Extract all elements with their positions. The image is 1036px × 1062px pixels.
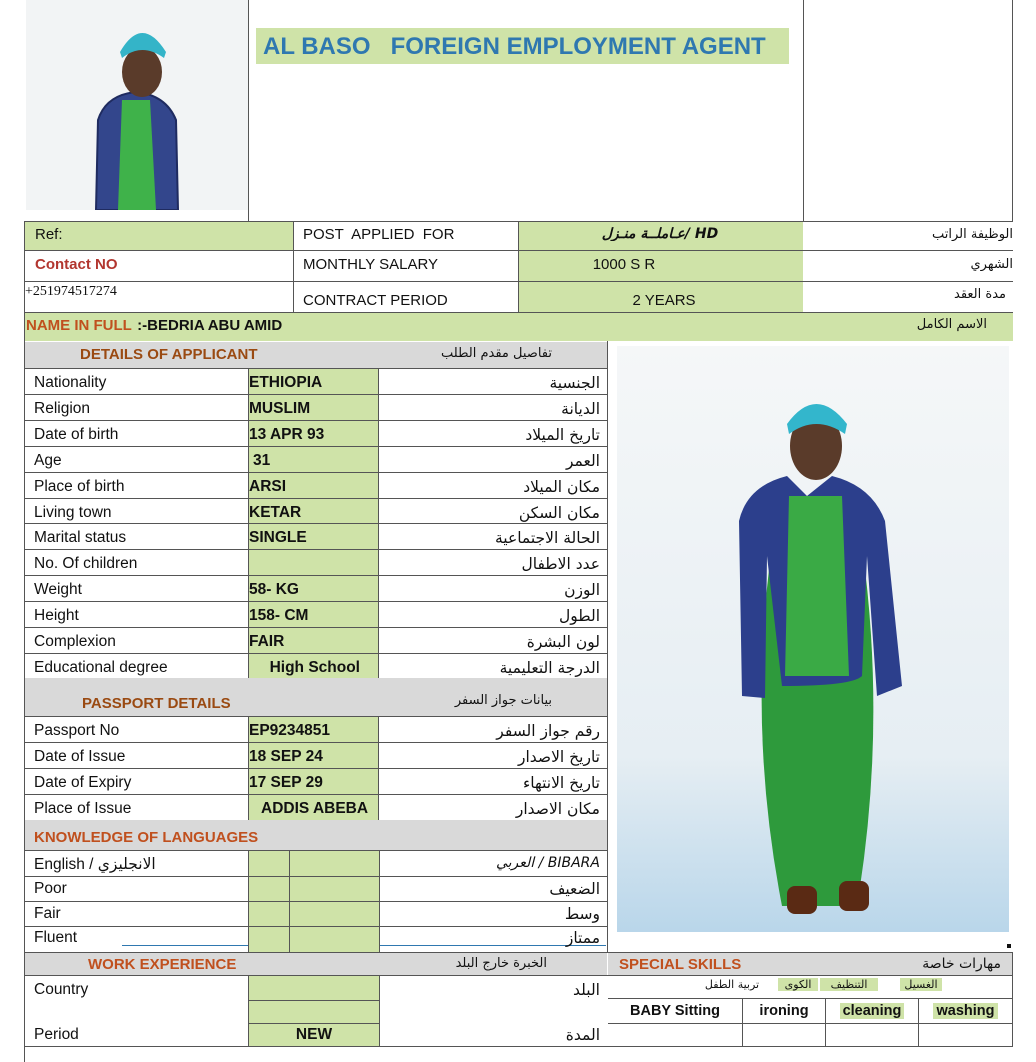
applicant-field-label: Nationality	[34, 374, 107, 391]
work-country-ar: البلد	[573, 981, 600, 999]
skill-item: BABY Sitting	[630, 1003, 720, 1019]
name-row	[25, 313, 1013, 341]
applicant-field-ar: الوزن	[564, 581, 600, 599]
salary-value: 1000 S R	[592, 257, 656, 272]
language-level-ar: الضعيف	[549, 880, 600, 898]
applicant-row	[24, 575, 608, 601]
applicant-field-label: Weight	[34, 581, 82, 598]
applicant-field-ar: مكان الميلاد	[523, 478, 600, 496]
applicant-photo-large	[617, 346, 1009, 932]
post-ar: الوظيفة الراتب	[932, 228, 1013, 241]
applicant-title-ar: تفاصيل مقدم الطلب	[441, 346, 552, 361]
passport-field-value: 17 SEP 29	[249, 774, 323, 791]
post-label: POST APPLIED FOR	[303, 227, 455, 242]
passport-title: PASSPORT DETAILS	[82, 695, 231, 712]
post-value: عـاملــة منـزل/ HD	[601, 227, 719, 241]
applicant-field-value: 58- KG	[249, 581, 299, 598]
skill-ar: تربية الطفل	[704, 978, 760, 991]
applicant-row	[24, 446, 608, 472]
applicant-field-value: FAIR	[249, 633, 285, 650]
passport-field-ar: تاريخ الاصدار	[517, 748, 600, 766]
applicant-field-label: Date of birth	[34, 426, 119, 443]
applicant-row	[24, 601, 608, 627]
applicant-field-label: Height	[34, 607, 79, 624]
contact-label: Contact NO	[35, 257, 118, 272]
passport-row	[24, 742, 608, 768]
lang-arabic-label: BIBARA / العربي	[495, 855, 600, 871]
agency-title	[256, 28, 789, 64]
work-title-ar: الخبرة خارج البلد	[455, 956, 547, 971]
applicant-field-label: Age	[34, 452, 62, 469]
language-level-ar: ممتاز	[565, 929, 600, 947]
applicant-field-label: No. Of children	[34, 555, 138, 572]
applicant-field-ar: العمر	[565, 452, 600, 470]
agency-name: AL BASO FOREIGN EMPLOYMENT AGENT	[263, 33, 766, 60]
language-level-label: Fair	[34, 905, 61, 922]
phone-number: +251974517274	[25, 285, 117, 299]
skill-item: ironing	[759, 1003, 809, 1019]
skill-item: cleaning	[826, 1003, 918, 1019]
applicant-field-value: ARSI	[249, 478, 287, 495]
applicant-field-ar: الديانة	[561, 400, 600, 418]
name-label: NAME IN FULL	[26, 317, 132, 334]
passport-field-value: ADDIS ABEBA	[261, 800, 369, 817]
applicant-field-ar: الحالة الاجتماعية	[494, 529, 600, 547]
passport-field-value: 18 SEP 24	[249, 748, 323, 765]
passport-row	[24, 794, 608, 820]
applicant-field-ar: الطول	[558, 607, 600, 625]
applicant-title: DETAILS OF APPLICANT	[80, 346, 258, 363]
applicant-row	[24, 472, 608, 498]
skill-item: washing	[919, 1003, 1012, 1019]
applicant-row	[24, 523, 608, 549]
applicant-header	[25, 342, 607, 368]
applicant-field-ar: عدد الاطفال	[521, 555, 600, 573]
passport-field-label: Place of Issue	[34, 800, 132, 817]
languages-title: KNOWLEDGE OF LANGUAGES	[34, 829, 259, 846]
applicant-field-ar: الجنسية	[549, 374, 600, 392]
applicant-field-label: Religion	[34, 400, 91, 417]
applicant-row	[24, 627, 608, 653]
skills-title: SPECIAL SKILLS	[619, 956, 742, 973]
skill-ar: التنظيف	[820, 978, 878, 991]
applicant-field-label: Marital status	[34, 529, 127, 546]
skill-ar: الكوى	[778, 978, 818, 991]
applicant-field-label: Educational degree	[34, 659, 168, 676]
ref-label: Ref:	[35, 227, 63, 242]
applicant-field-ar: الدرجة التعليمية	[499, 659, 600, 677]
applicant-field-value: KETAR	[249, 504, 302, 521]
passport-field-ar: مكان الاصدار	[515, 800, 600, 818]
applicant-field-value: ETHIOPIA	[249, 374, 323, 391]
contract-ar: مدة العقد	[954, 288, 1006, 301]
passport-field-ar: رقم جواز السفر	[496, 722, 600, 740]
applicant-row	[24, 498, 608, 523]
language-level-label: Poor	[34, 880, 67, 897]
applicant-field-value: High School	[269, 659, 360, 676]
skills-title-ar: مهارات خاصة	[922, 956, 1001, 972]
passport-field-ar: تاريخ الانتهاء	[522, 774, 600, 792]
applicant-row	[24, 394, 608, 420]
salary-label: MONTHLY SALARY	[303, 257, 439, 272]
contract-label: CONTRACT PERIOD	[303, 293, 448, 308]
passport-field-label: Date of Issue	[34, 748, 126, 765]
work-period-label: Period	[34, 1026, 79, 1043]
salary-ar: الشهري	[970, 258, 1013, 271]
lang-english-label: English / الانجليزي	[34, 856, 156, 873]
applicant-row	[24, 368, 608, 394]
name-ar: الاسم الكامل	[916, 317, 987, 332]
passport-field-value: EP9234851	[249, 722, 331, 739]
passport-field-label: Date of Expiry	[34, 774, 132, 791]
languages-header	[25, 820, 607, 850]
skills-header	[608, 953, 1013, 975]
applicant-field-ar: لون البشرة	[526, 633, 600, 651]
work-period-ar: المدة	[565, 1026, 600, 1044]
applicant-field-value: 158- CM	[249, 607, 309, 624]
applicant-field-value: 31	[253, 452, 271, 469]
work-period-value: NEW	[295, 1026, 333, 1043]
work-country-label: Country	[34, 981, 89, 998]
contract-value: 2 YEARS	[632, 293, 696, 308]
applicant-row	[24, 420, 608, 446]
passport-header	[25, 678, 607, 716]
applicant-field-label: Complexion	[34, 633, 116, 650]
applicant-field-label: Place of birth	[34, 478, 125, 495]
passport-title-ar: بيانات جواز السفر	[454, 693, 552, 708]
applicant-row	[24, 653, 608, 679]
applicant-photo-small	[26, 0, 248, 210]
applicant-field-value: SINGLE	[249, 529, 307, 546]
applicant-field-ar: مكان السكن	[518, 504, 600, 522]
applicant-field-value: 13 APR 93	[249, 426, 325, 443]
applicant-field-ar: تاريخ الميلاد	[525, 426, 600, 444]
applicant-row	[24, 549, 608, 575]
applicant-field-label: Living town	[34, 504, 112, 521]
skill-ar: الغسيل	[900, 978, 942, 991]
passport-field-label: Passport No	[34, 722, 120, 739]
language-level-label: Fluent	[34, 929, 78, 946]
applicant-field-value: MUSLIM	[249, 400, 311, 417]
work-title: WORK EXPERIENCE	[88, 956, 237, 973]
passport-row	[24, 716, 608, 742]
language-level-ar: وسط	[564, 905, 600, 923]
passport-row	[24, 768, 608, 794]
work-header	[25, 953, 607, 975]
name-value: :-BEDRIA ABU AMID	[133, 317, 283, 334]
